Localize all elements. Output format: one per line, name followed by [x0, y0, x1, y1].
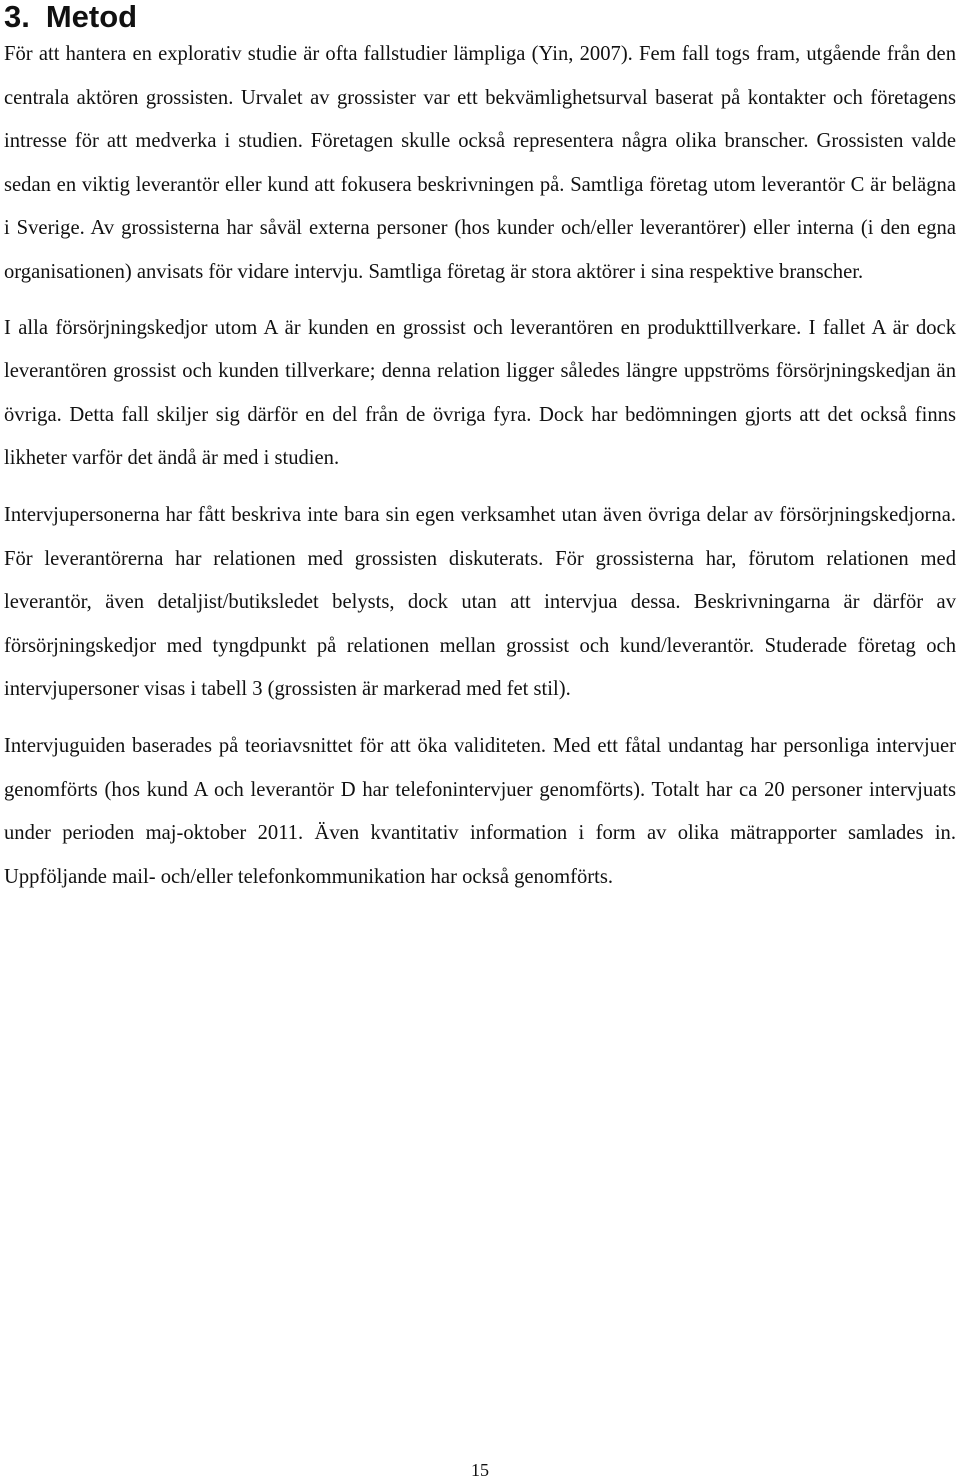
page-number: 15	[471, 1460, 489, 1480]
section-heading	[4, 0, 956, 34]
paragraph-supply-chains: I alla försörjningskedjor utom A är kunden en grossist och leverantören en produkttillverkare. I fallet A är dock leverantören grossist och kunden tillverkare; denna relation ligger således längre uppströms försörjningskedjan än övriga. Detta fall skiljer sig därför en del från de övriga fyra. Dock har bedömningen gjorts att det också finns likheter varför det ändå är med i studien.	[4, 316, 956, 470]
section-number: 3.	[4, 0, 30, 34]
paragraph-method-intro: För att hantera en explorativ studie är ofta fallstudier lämpliga (Yin, 2007). Fem fall togs fram, utgående från den centrala aktören grossisten. Urvalet av grossister var ett bekvämlighetsurval baserat på kontakter och företagens intresse för att medverka i studien. Företagen skulle också representera några olika branscher. Grossisten valde sedan en viktig leverantör eller kund att fokusera beskrivningen på. Samtliga företag utom leverantör C är belägna i Sverige. Av grossisterna har såväl externa personer (hos kunder och/eller leverantörer) eller interna (i den egna organisationen) anvisats för vidare intervju. Samtliga företag är stora aktörer i sina respektive branscher.	[4, 43, 956, 283]
paragraph-interviewees: Intervjupersonerna har fått beskriva inte bara sin egen verksamhet utan även övriga delar av försörjningskedjorna. För leverantörerna har relationen med grossisten diskuterats. För grossisterna har, förutom relationen med leverantör, även detaljist/butiksledet belysts, dock utan att intervjua dessa. Beskrivningarna är därför av försörjningskedjor med tyngdpunkt på relationen mellan grossist och kund/leverantör. Studerade företag och intervjupersoner visas i tabell 3 (grossisten är markerad med fet stil).	[4, 503, 956, 701]
paragraph-interview-guide: Intervjuguiden baserades på teoriavsnittet för att öka validiteten. Med ett fåtal undantag har personliga intervjuer genomförts (hos kund A och leverantör D har telefonintervjuer genomförts). Totalt har ca 20 personer intervjuats under perioden maj-oktober 2011. Även kvantitativ information i form av olika mätrapporter samlades in. Uppföljande mail- och/eller telefonkommunikation har också genomförts.	[4, 734, 956, 888]
section-title: Metod	[45, 0, 138, 34]
document-page	[4, 0, 956, 899]
